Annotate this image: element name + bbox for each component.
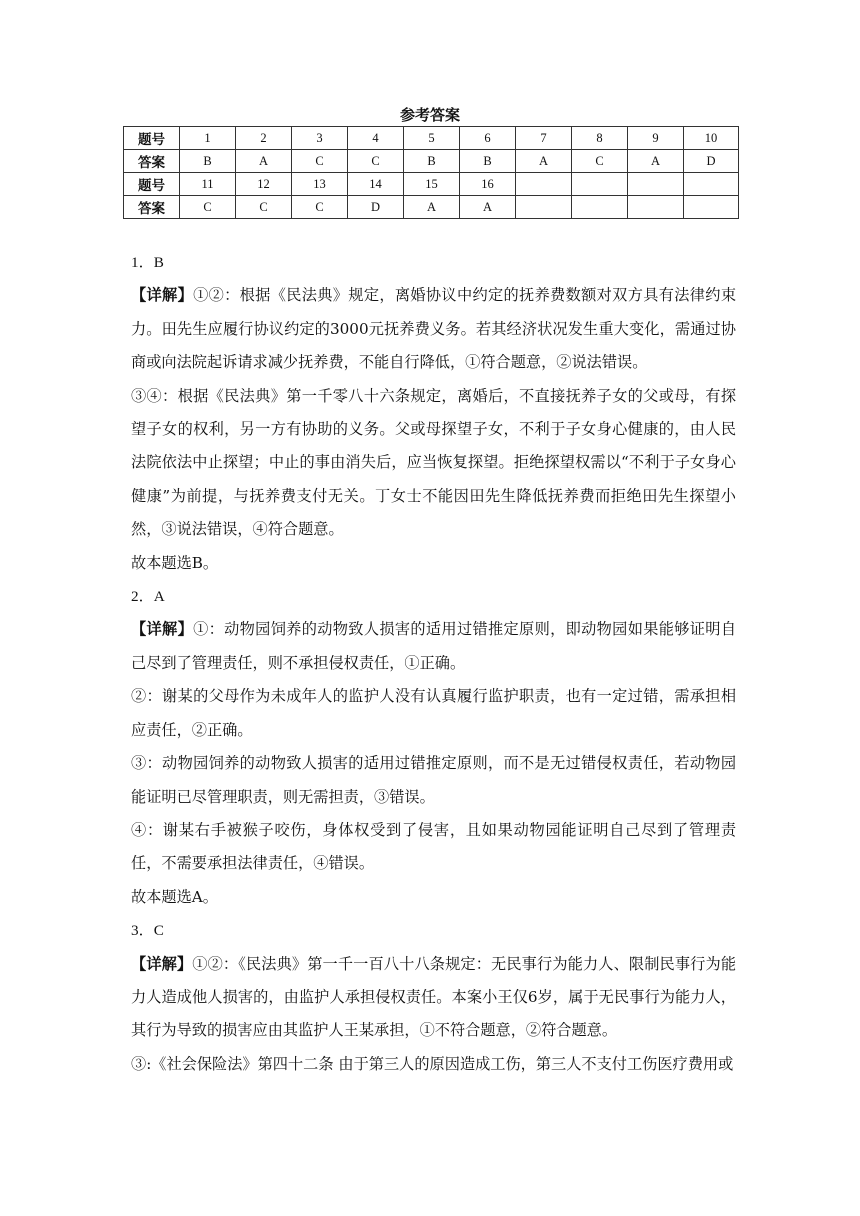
table-cell: 5 bbox=[404, 127, 460, 150]
paragraph-text: ①②：根据《民法典》规定，离婚协议中约定的抚养费数额对双方具有法律约束力。田先生应履行协议约定的3000元抚养费义务。若其经济状况发生重大变化，需通过协商或向法院起诉请求减少抚养费，不能自行降低，①符合题意，②说法错误。 bbox=[131, 286, 737, 372]
row-header: 答案 bbox=[124, 196, 180, 219]
answer-table bbox=[123, 126, 739, 219]
table-cell: B bbox=[404, 150, 460, 173]
table-cell: 14 bbox=[348, 173, 404, 196]
paragraph: ③:《社会保险法》第四十二条 由于第三人的原因造成工伤，第三人不支付工伤医疗费用或 bbox=[131, 1054, 734, 1073]
paragraph: ③：动物园饲养的动物致人损害的适用过错推定原则，而不是无过错侵权责任，若动物园能证明已尽管理职责，则无需担责，③错误。 bbox=[131, 754, 736, 806]
row-header: 题号 bbox=[124, 173, 180, 196]
paragraph: 故本题选B。 bbox=[131, 553, 219, 572]
table-cell: C bbox=[292, 150, 348, 173]
table-cell bbox=[516, 196, 572, 219]
table-cell: C bbox=[572, 150, 628, 173]
detail-paragraph bbox=[131, 948, 736, 1048]
table-cell: A bbox=[516, 150, 572, 173]
paragraph: ②：谢某的父母作为未成年人的监护人没有认真履行监护职责，也有一定过错，需承担相应责任，②正确。 bbox=[131, 687, 736, 739]
paragraph: ③④：根据《民法典》第一千零八十六条规定，离婚后，不直接抚养子女的父或母，有探望子女的权利，另一方有协助的义务。父或母探望子女，不利于子女身心健康的，由人民法院依法中止探望；中止的事由消失后，应当恢复探望。拒绝探望权需以“不利于子女身心健康”为前提，与抚养费支付无关。丁女士不能因田先生降低抚养费而拒绝田先生探望小然，③说法错误，④符合题意。 bbox=[131, 386, 736, 539]
table-cell: 10 bbox=[684, 127, 739, 150]
table-cell: A bbox=[404, 196, 460, 219]
detail-tag: 【详解】 bbox=[131, 286, 194, 305]
table-cell: 8 bbox=[572, 127, 628, 150]
table-cell: C bbox=[180, 196, 236, 219]
table-cell: 3 bbox=[292, 127, 348, 150]
table-cell bbox=[572, 173, 628, 196]
table-row bbox=[124, 150, 739, 173]
table-cell: B bbox=[460, 150, 516, 173]
question-number: 1．B bbox=[131, 254, 164, 271]
detail-paragraph bbox=[131, 613, 736, 680]
table-cell: 6 bbox=[460, 127, 516, 150]
detail-tag: 【详解】 bbox=[131, 954, 193, 973]
question-number: 3．C bbox=[131, 922, 164, 940]
paragraph-text: ①：动物园饲养的动物致人损害的适用过错推定原则，即动物园如果能够证明自己尽到了管理责任，则不承担侵权责任，①正确。 bbox=[131, 620, 737, 672]
table-row bbox=[124, 127, 739, 150]
table-row bbox=[124, 196, 739, 219]
table-cell bbox=[516, 173, 572, 196]
table-cell: 12 bbox=[236, 173, 292, 196]
table-cell bbox=[684, 196, 739, 219]
page-title: 参考答案 bbox=[399, 106, 460, 124]
table-cell: C bbox=[348, 150, 404, 173]
table-cell: A bbox=[628, 150, 684, 173]
table-cell bbox=[572, 196, 628, 219]
table-row bbox=[124, 173, 739, 196]
table-cell: D bbox=[684, 150, 739, 173]
paragraph: 故本题选A。 bbox=[131, 887, 218, 906]
table-cell: A bbox=[236, 150, 292, 173]
table-cell: 15 bbox=[404, 173, 460, 196]
table-cell: A bbox=[460, 196, 516, 219]
table-cell: 11 bbox=[180, 173, 236, 196]
explanation-body bbox=[131, 246, 736, 1081]
table-cell: 9 bbox=[628, 127, 684, 150]
table-cell bbox=[684, 173, 739, 196]
table-cell: C bbox=[236, 196, 292, 219]
table-cell: 1 bbox=[180, 127, 236, 150]
table-cell: D bbox=[348, 196, 404, 219]
paragraph: ④：谢某右手被猴子咬伤，身体权受到了侵害，且如果动物园能证明自己尽到了管理责任，不需要承担法律责任，④错误。 bbox=[131, 820, 736, 873]
table-cell: 13 bbox=[292, 173, 348, 196]
table-cell bbox=[628, 196, 684, 219]
table-cell: C bbox=[292, 196, 348, 219]
table-cell: 16 bbox=[460, 173, 516, 196]
table-cell: 2 bbox=[236, 127, 292, 150]
detail-paragraph bbox=[131, 279, 736, 379]
question-number: 2．A bbox=[131, 588, 165, 606]
row-header: 题号 bbox=[124, 127, 180, 150]
table-cell: 7 bbox=[516, 127, 572, 150]
row-header: 答案 bbox=[124, 150, 180, 173]
table-cell: B bbox=[180, 150, 236, 173]
detail-tag: 【详解】 bbox=[131, 620, 194, 639]
paragraph-text: ①②：《民法典》第一千一百八十八条规定：无民事行为能力人、限制民事行为能力人造成他人损害的，由监护人承担侵权责任。本案小王仅6岁，属于无民事行为能力人，其行为导致的损害应由其监护人王某承担，①不符合题意，②符合题意。 bbox=[131, 954, 737, 1040]
table-cell bbox=[628, 173, 684, 196]
table-cell: 4 bbox=[348, 127, 404, 150]
